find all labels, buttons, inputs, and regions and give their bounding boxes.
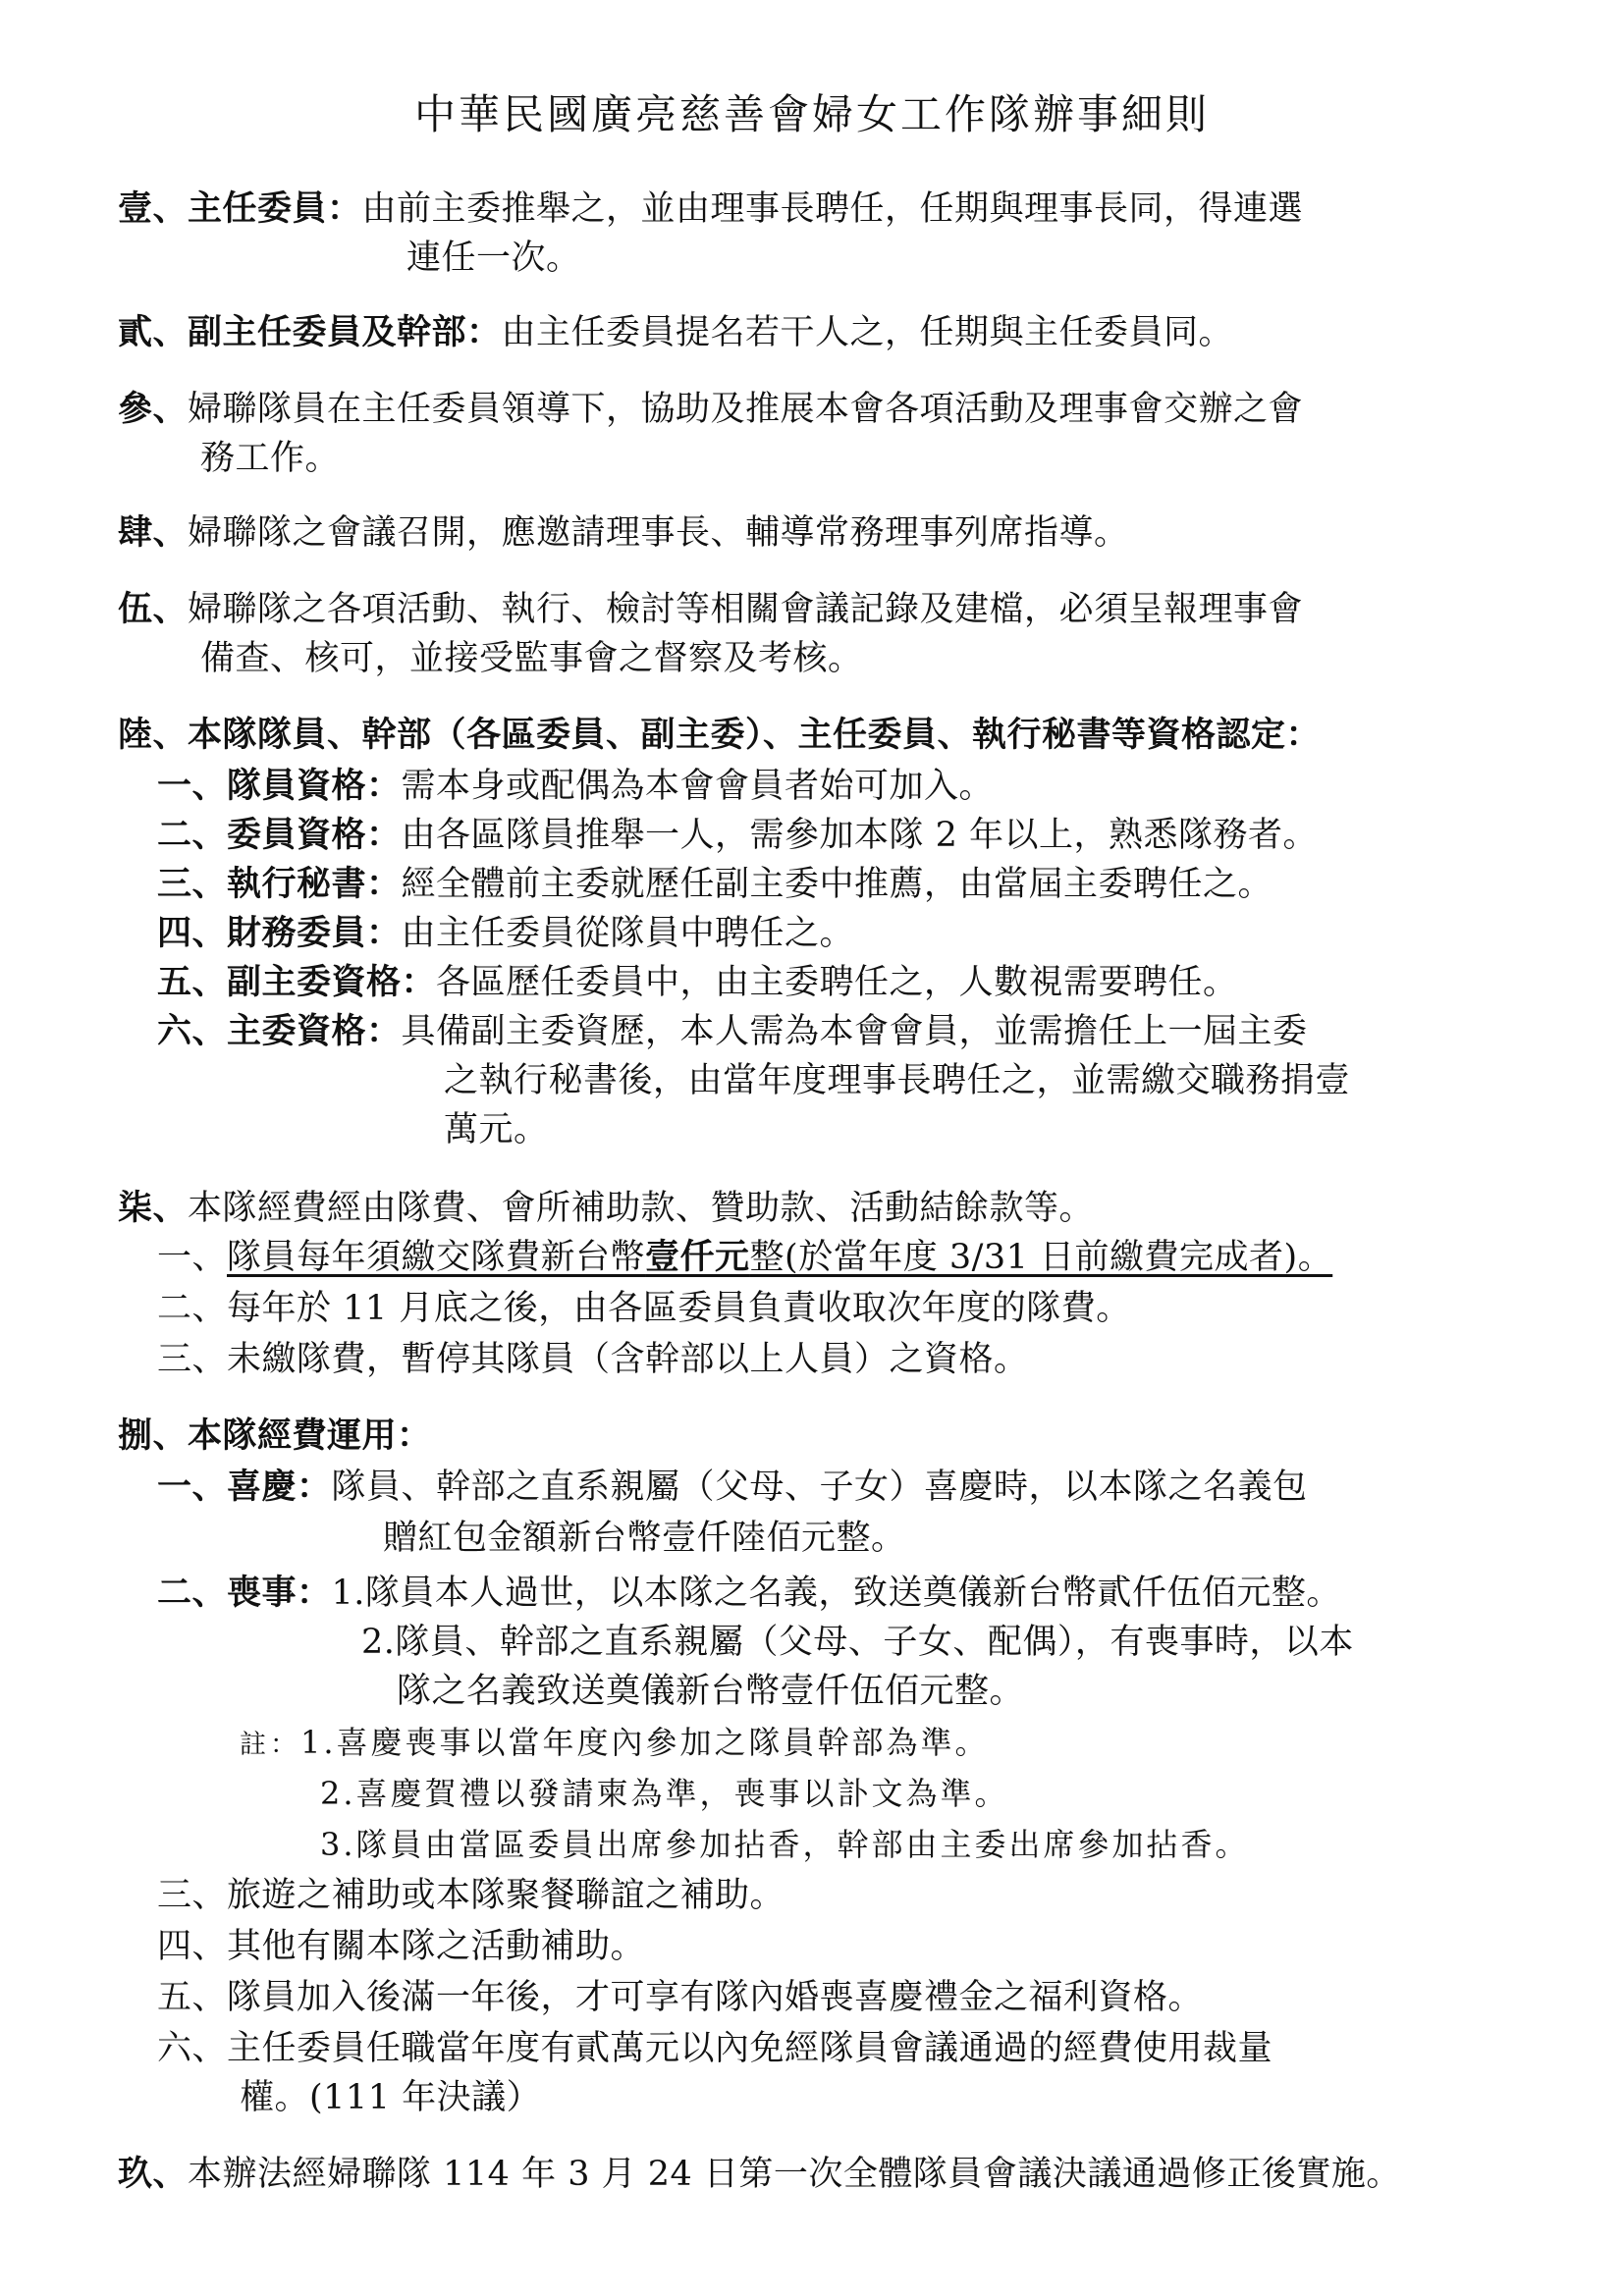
section-7-text: 本隊經費經由隊費、會所補助款、贊助款、活動結餘款等。 (188, 1189, 1095, 1228)
section-8-item-4: 四、其他有關本隊之活動補助。 (157, 1927, 646, 1966)
note-2: 2.喜慶賀禮以發請柬為準，喪事以訃文為準。 (320, 1775, 1009, 1812)
section-9-label: 玖、 (118, 2155, 189, 2194)
section-6-item-2 (157, 813, 1318, 858)
section-5-label: 伍、 (118, 590, 189, 629)
note-3: 3.隊員由當區委員出席參加拈香，幹部由主委出席參加拈香。 (320, 1826, 1250, 1863)
section-6-item-1-label: 一、隊員資格： (157, 767, 402, 806)
section-8-item-1-line-2: 贈紅包金額新台幣壹仟陸佰元整。 (383, 1519, 906, 1558)
section-3-line-2: 務工作。 (200, 439, 341, 478)
section-6-item-6-label: 六、主委資格： (157, 1012, 402, 1051)
section-8-item-1-text: 隊員、幹部之直系親屬（父母、子女）喜慶時，以本隊之名義包 (331, 1468, 1308, 1507)
section-6-item-2-text: 由各區隊員推舉一人，需參加本隊 2 年以上，熟悉隊務者。 (401, 816, 1319, 855)
section-6-item-4-text: 由主任委員從隊員中聘任之。 (401, 914, 855, 953)
section-6-item-3-label: 三、執行秘書： (157, 865, 402, 904)
section-1-label: 壹、主任委員： (118, 189, 362, 229)
section-5-line-1 (118, 587, 1303, 632)
section-1-text: 由前主委推舉之，並由理事長聘任，任期與理事長同，得連選 (361, 189, 1304, 229)
section-8-item-1 (157, 1465, 1308, 1510)
section-7-item-1-pre: 隊員每年須繳交隊費新台幣 (227, 1238, 646, 1277)
section-1-line-2: 連任一次。 (406, 239, 581, 278)
section-2-line-1 (118, 310, 1233, 355)
section-7-item-1 (157, 1235, 1332, 1280)
section-7-item-2: 二、每年於 11 月底之後，由各區委員負責收取次年度的隊費。 (157, 1289, 1131, 1328)
section-9-text: 本辦法經婦聯隊 114 年 3 月 24 日第一次全體隊員會議決議通過修正後實施。 (188, 2155, 1401, 2194)
section-8-item-2 (157, 1571, 1341, 1616)
section-3-label: 參、 (118, 390, 189, 429)
section-7-item-1-underlined (227, 1238, 1332, 1277)
section-6-item-6-text: 具備副主委資歷，本人需為本會會員，並需擔任上一屆主委 (401, 1012, 1308, 1051)
section-6-item-4-label: 四、財務委員： (157, 914, 402, 953)
section-7-item-1-post: 整(於當年度 3/31 日前繳費完成者)。 (749, 1238, 1333, 1277)
section-3-line-1 (118, 387, 1303, 432)
section-8-heading: 捌、本隊經費運用： (118, 1416, 432, 1456)
section-5-line-2: 備查、核可，並接受監事會之督察及考核。 (200, 639, 863, 678)
section-7-item-3: 三、未繳隊費，暫停其隊員（含幹部以上人員）之資格。 (157, 1340, 1029, 1379)
section-1-line-1 (118, 187, 1303, 232)
section-6-item-5-text: 各區歷任委員中，由主委聘任之，人數視需要聘任。 (436, 963, 1238, 1002)
section-4-text: 婦聯隊之會議召開，應邀請理事長、輔導常務理事列席指導。 (188, 513, 1129, 553)
section-6-item-1-text: 需本身或配偶為本會會員者始可加入。 (401, 767, 995, 806)
section-6-item-1 (157, 764, 994, 809)
section-6-item-4 (157, 911, 854, 956)
section-9-line-1 (118, 2152, 1401, 2197)
document-title: 中華民國廣亮慈善會婦女工作隊辦事細則 (413, 90, 1210, 138)
note-1 (240, 1720, 990, 1768)
section-7-item-1-amount: 壹仟元 (645, 1238, 750, 1277)
section-2-text: 由主任委員提名若干人之，任期與主任委員同。 (501, 313, 1234, 352)
note-label: 註： (240, 1730, 300, 1760)
section-8-item-5: 五、隊員加入後滿一年後，才可享有隊內婚喪喜慶禮金之福利資格。 (157, 1978, 1204, 2017)
section-7-label: 柒、 (118, 1189, 189, 1228)
section-8-item-6: 六、主任委員任職當年度有貳萬元以內免經隊員會議通過的經費使用裁量 (157, 2029, 1273, 2068)
section-3-text: 婦聯隊員在主任委員領導下，協助及推展本會各項活動及理事會交辦之會 (188, 390, 1304, 429)
section-7-item-1-num: 一、 (157, 1238, 228, 1277)
section-6-item-2-label: 二、委員資格： (157, 816, 402, 855)
section-6-item-6 (157, 1009, 1308, 1054)
section-8-item-2-line-2: 2.隊員、幹部之直系親屬（父母、子女、配偶），有喪事時，以本 (361, 1623, 1354, 1662)
section-6-item-6-line-3: 萬元。 (444, 1110, 549, 1149)
section-6-item-5 (157, 960, 1238, 1005)
section-6-item-3 (157, 862, 1272, 907)
section-8-item-6-line-2: 權。(111 年決議） (240, 2078, 542, 2117)
section-4-line-1 (118, 510, 1129, 556)
section-6-item-6-line-2: 之執行秘書後，由當年度理事長聘任之，並需繳交職務捐壹 (444, 1061, 1351, 1100)
section-8-item-1-label: 一、喜慶： (157, 1468, 332, 1507)
section-8-item-2-text: 1.隊員本人過世，以本隊之名義，致送奠儀新台幣貳仟伍佰元整。 (331, 1574, 1341, 1613)
note-1-text: 1.喜慶喪事以當年度內參加之隊員幹部為準。 (300, 1724, 990, 1761)
section-8-item-2-label: 二、喪事： (157, 1574, 332, 1613)
section-6-item-3-text: 經全體前主委就歷任副主委中推薦，由當屆主委聘任之。 (401, 865, 1273, 904)
section-8-item-2-line-3: 隊之名義致送奠儀新台幣壹仟伍佰元整。 (397, 1672, 1025, 1711)
section-2-label: 貳、副主任委員及幹部： (118, 313, 502, 352)
section-4-label: 肆、 (118, 513, 189, 553)
section-6-heading: 陸、本隊隊員、幹部（各區委員、副主委）、主任委員、執行秘書等資格認定： (118, 716, 1322, 755)
section-8-item-3: 三、旅遊之補助或本隊聚餐聯誼之補助。 (157, 1876, 785, 1915)
section-5-text: 婦聯隊之各項活動、執行、檢討等相關會議記錄及建檔，必須呈報理事會 (188, 590, 1304, 629)
section-7-line-1 (118, 1186, 1094, 1231)
section-6-item-5-label: 五、副主委資格： (157, 963, 437, 1002)
